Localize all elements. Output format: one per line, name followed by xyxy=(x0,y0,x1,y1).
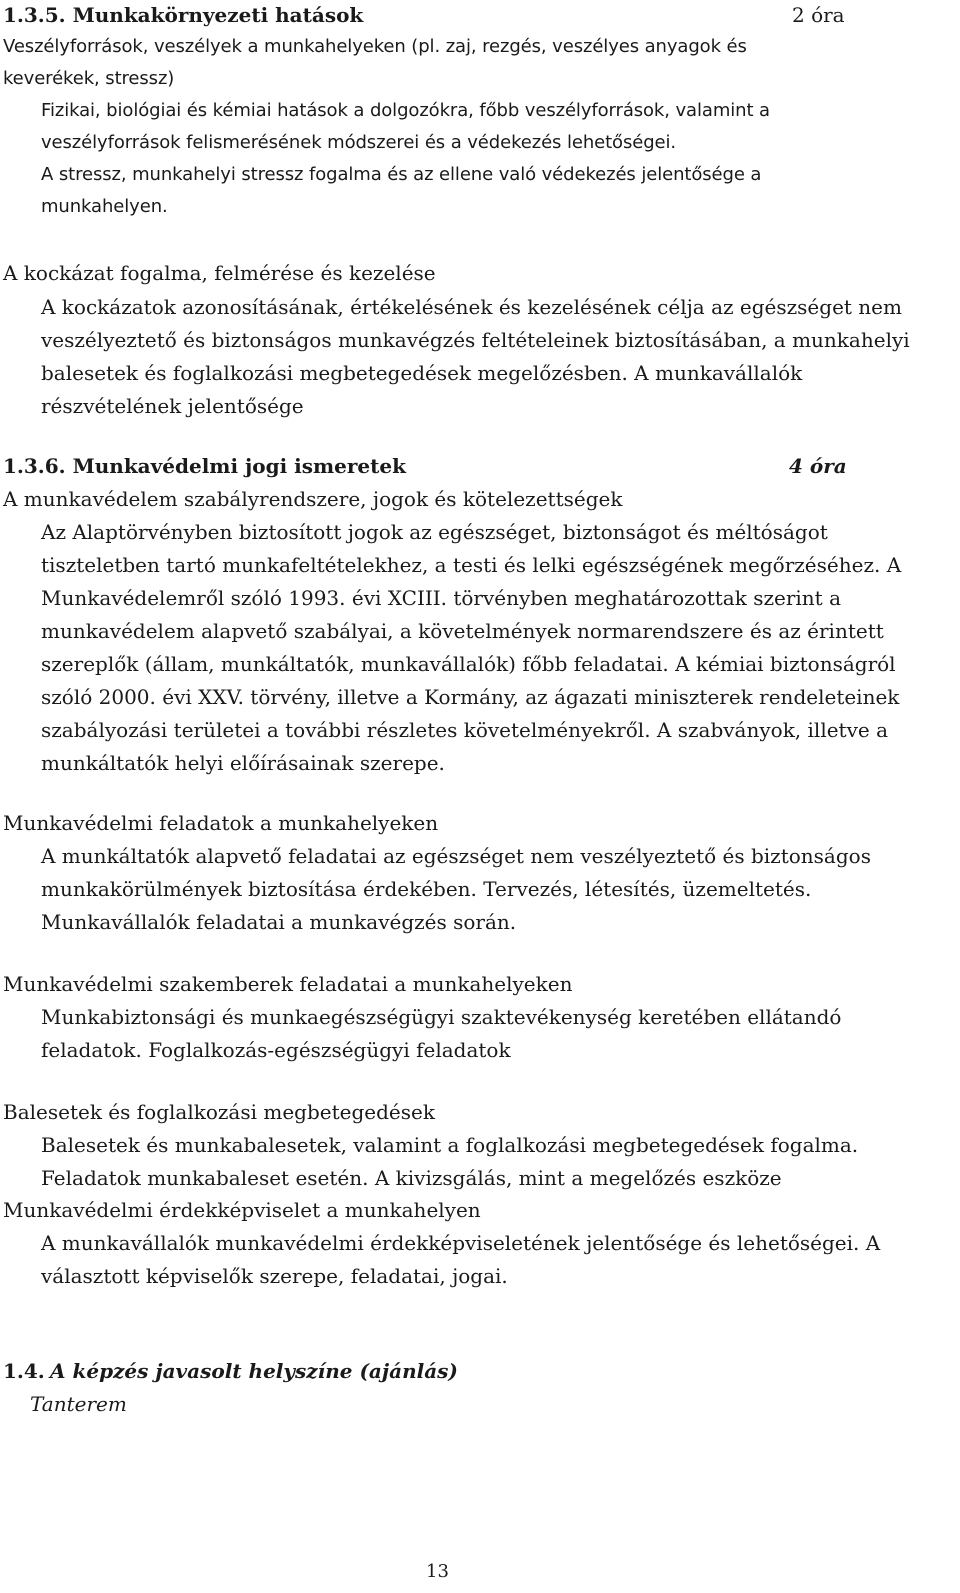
accidents-title: Balesetek és foglalkozási megbetegedések xyxy=(3,1100,435,1124)
body-line: keverékek, stressz) xyxy=(3,68,175,89)
body-line: részvételének jelentősége xyxy=(41,394,304,418)
section-1-4-value: Tanterem xyxy=(30,1392,127,1416)
body-line: Munkavállalók feladatai a munkavégzés során. xyxy=(41,910,517,934)
regulation-title: A munkavédelem szabályrendszere, jogok és kötelezettségek xyxy=(3,487,623,511)
body-line: Fizikai, biológiai és kémiai hatások a dolgozókra, főbb veszélyforrások, valamint a xyxy=(41,100,770,121)
body-line: Balesetek és munkabalesetek, valamint a foglalkozási megbetegedések fogalma. xyxy=(41,1133,859,1157)
body-line: veszélyforrások felismerésének módszerei és a védekezés lehetőségei. xyxy=(41,132,677,153)
body-line: választott képviselők szerepe, feladatai, jogai. xyxy=(41,1264,508,1288)
body-line: veszélyeztető és biztonságos munkavégzés feltételeinek biztosításában, a munkahelyi xyxy=(41,328,910,352)
body-line: Feladatok munkabaleset esetén. A kivizsgálás, mint a megelőzés eszköze xyxy=(41,1166,782,1190)
tasks-title: Munkavédelmi feladatok a munkahelyeken xyxy=(3,811,439,835)
page-number: 13 xyxy=(426,1561,449,1582)
body-line: szereplők (állam, munkáltatók, munkavállalók) főbb feladatai. A kémiai biztonságról xyxy=(41,652,896,676)
body-line: munkahelyen. xyxy=(41,196,168,217)
body-line: A stressz, munkahelyi stressz fogalma és az ellene való védekezés jelentősége a xyxy=(41,164,762,185)
body-line: A kockázatok azonosításának, értékelésének és kezelésének célja az egészséget nem xyxy=(41,295,902,319)
body-line: tiszteletben tartó munkafeltételekhez, a testi és lelki egészségének megőrzéséhez. A xyxy=(41,553,902,577)
section-1-3-5-hours: 2 óra xyxy=(792,3,845,27)
body-line: Veszélyforrások, veszélyek a munkahelyeken (pl. zaj, rezgés, veszélyes anyagok és xyxy=(3,36,747,57)
risk-title: A kockázat fogalma, felmérése és kezelése xyxy=(3,261,436,285)
body-line: A munkáltatók alapvető feladatai az egészséget nem veszélyeztető és biztonságos xyxy=(41,844,871,868)
section-1-3-5-heading: 1.3.5. Munkakörnyezeti hatások xyxy=(3,3,364,27)
representation-title: Munkavédelmi érdekképviselet a munkahelyen xyxy=(3,1198,481,1222)
body-line: munkakörülmények biztosítása érdekében. Tervezés, létesítés, üzemeltetés. xyxy=(41,877,812,901)
section-1-3-6-heading: 1.3.6. Munkavédelmi jogi ismeretek xyxy=(3,454,406,478)
body-line: balesetek és foglalkozási megbetegedések megelőzésben. A munkavállalók xyxy=(41,361,803,385)
body-line: A munkavállalók munkavédelmi érdekképviseletének jelentősége és lehetőségei. A xyxy=(41,1231,881,1255)
body-line: munkáltatók helyi előírásainak szerepe. xyxy=(41,751,445,775)
body-line: Munkavédelemről szóló 1993. évi XCIII. törvényben meghatározottak szerint a xyxy=(41,586,841,610)
section-1-4-heading: A képzés javasolt helyszíne (ajánlás) xyxy=(50,1359,458,1383)
body-line: Az Alaptörvényben biztosított jogok az egészséget, biztonságot és méltóságot xyxy=(41,520,828,544)
body-line: munkavédelem alapvető szabályai, a követelmények normarendszere és az érintett xyxy=(41,619,884,643)
body-line: szóló 2000. évi XXV. törvény, illetve a Kormány, az ágazati miniszterek rendeleteinek xyxy=(41,685,900,709)
body-line: Munkabiztonsági és munkaegészségügyi szaktevékenység keretében ellátandó xyxy=(41,1005,842,1029)
body-line: feladatok. Foglalkozás-egészségügyi feladatok xyxy=(41,1038,511,1062)
section-1-3-6-hours: 4 óra xyxy=(789,454,847,478)
experts-title: Munkavédelmi szakemberek feladatai a munkahelyeken xyxy=(3,972,573,996)
body-line: szabályozási területei a további részletes követelményekről. A szabványok, illetve a xyxy=(41,718,889,742)
section-1-4-number: 1.4. xyxy=(3,1359,45,1383)
